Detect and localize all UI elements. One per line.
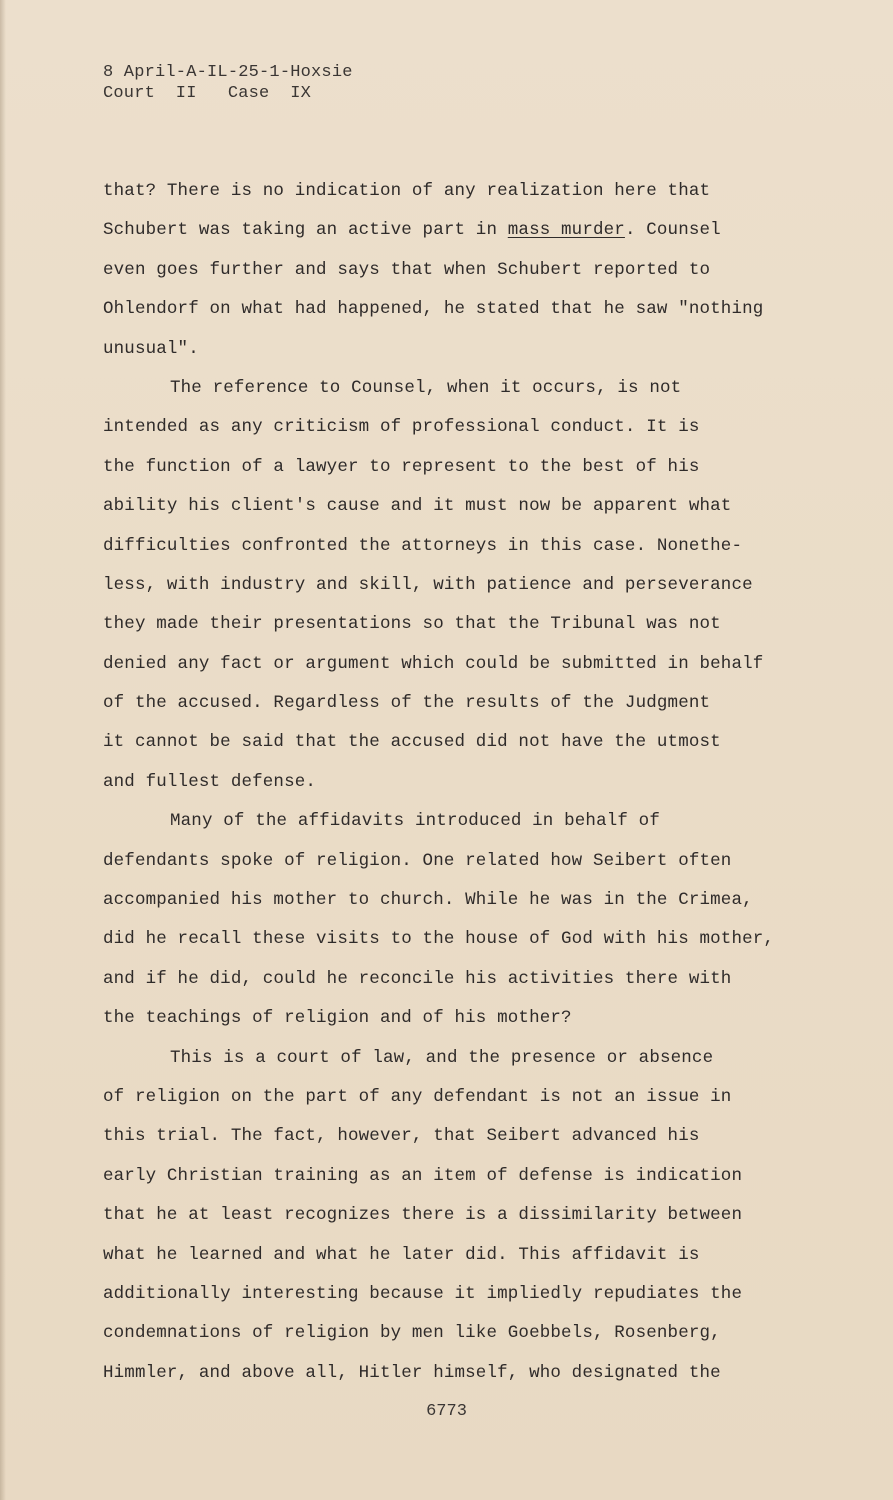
text-line: condemnations of religion by men like Goebbels, Rosenberg, (103, 1323, 721, 1344)
text-line: less, with industry and skill, with patience and perseverance (103, 574, 753, 595)
text-line: The reference to Counsel, when it occurs, is not (170, 377, 682, 398)
text-segment: Schubert was taking an active part in (103, 220, 508, 241)
page-edge-shadow (0, 0, 6, 1500)
text-line: accompanied his mother to church. While he was in the Crimea, (103, 890, 753, 911)
document-header (103, 62, 353, 104)
text-line: the function of a lawyer to represent to the best of his (103, 456, 700, 477)
text-segment: . Counsel (624, 220, 721, 241)
text-line: and if he did, could he reconcile his activities there with (103, 968, 732, 989)
paragraph-4 (103, 1039, 838, 1394)
header-line-2: Court II Case IX (103, 84, 312, 103)
text-line: of religion on the part of any defendant is not an issue in (103, 1086, 732, 1107)
paragraph-3 (103, 802, 838, 1038)
header-line-1: 8 April-A-IL-25-1-Hoxsie (103, 63, 353, 82)
text-line: what he learned and what he later did. This affidavit is (103, 1244, 700, 1265)
text-line: even goes further and says that when Schubert reported to (103, 259, 711, 280)
text-line: Himmler, and above all, Hitler himself, who designated the (103, 1362, 721, 1383)
page-number: 6773 (426, 1402, 467, 1421)
text-line: Ohlendorf on what had happened, he stated that he saw "nothing (103, 299, 764, 320)
paragraph-2 (103, 369, 838, 802)
text-line: did he recall these visits to the house of God with his mother, (103, 929, 775, 950)
text-line: intended as any criticism of professional conduct. It is (103, 417, 700, 438)
text-line: defendants spoke of religion. One related how Seibert often (103, 850, 732, 871)
text-line: early Christian training as an item of defense is indication (103, 1165, 743, 1186)
text-line: this trial. The fact, however, that Seibert advanced his (103, 1126, 700, 1147)
text-line: additionally interesting because it impliedly repudiates the (103, 1283, 743, 1304)
text-line: and fullest defense. (103, 771, 317, 792)
text-line: This is a court of law, and the presence or absence (170, 1047, 714, 1068)
text-line: it cannot be said that the accused did not have the utmost (103, 732, 721, 753)
text-line: that? There is no indication of any realization here that (103, 181, 711, 201)
text-line: the teachings of religion and of his mother? (103, 1008, 572, 1029)
paragraph-1 (103, 172, 838, 369)
text-line-with-underline (103, 211, 838, 250)
text-line: that he at least recognizes there is a dissimilarity between (103, 1205, 743, 1226)
text-line: they made their presentations so that the Tribunal was not (103, 614, 721, 635)
text-line: difficulties confronted the attorneys in this case. Nonethe- (103, 535, 743, 556)
text-line: denied any fact or argument which could be submitted in behalf (103, 653, 764, 674)
text-line: ability his client's cause and it must now be apparent what (103, 496, 732, 517)
document-body (103, 172, 838, 1393)
text-line: of the accused. Regardless of the results of the Judgment (103, 693, 711, 714)
text-line: unusual". (103, 338, 199, 359)
underlined-phrase: mass murder (507, 220, 625, 241)
text-line: Many of the affidavits introduced in behalf of (170, 811, 660, 832)
